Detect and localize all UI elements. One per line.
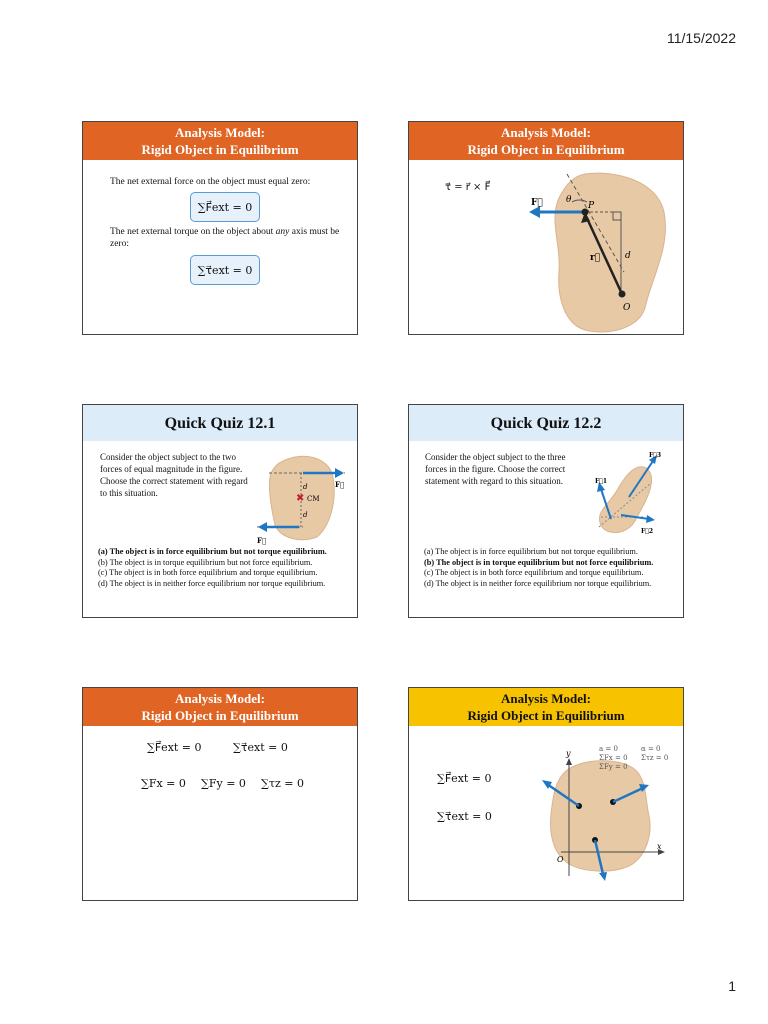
title-line-2: Rigid Object in Equilibrium <box>467 142 625 157</box>
tz-equation: ∑τz = 0 <box>261 777 304 790</box>
label-F-bottom: F⃗ <box>257 536 267 545</box>
torque-statement <box>110 226 345 250</box>
force-arrowhead-2 <box>646 515 655 523</box>
label-theta: θ <box>566 195 572 205</box>
force-equation: ∑F⃗ext = 0 <box>147 741 202 754</box>
label-F-top: F⃗ <box>335 480 345 489</box>
torque-equation: ∑τ⃗ext = 0 <box>233 741 288 754</box>
label-r: r⃗ <box>590 253 601 263</box>
option-c: (c) The object is in both force equilibrium and torque equilibrium. <box>98 568 318 577</box>
slide-5 <box>82 687 358 901</box>
axis-x-label: x <box>657 842 662 851</box>
point-O <box>619 291 626 298</box>
torque-statement-b: axis must be zero: <box>110 227 340 249</box>
option-d: (d) The object is in neither force equilibrium nor torque equilibrium. <box>424 578 652 588</box>
axis-y-label: y <box>566 749 571 758</box>
slide-2 <box>408 121 684 335</box>
title-line-1: Analysis Model: <box>501 125 591 140</box>
slide-1 <box>82 121 358 335</box>
force-equation-text: ∑F⃗ext = 0 <box>197 200 253 214</box>
cond-alpha: α = 0 <box>641 745 661 753</box>
label-d-bottom: d <box>303 511 308 519</box>
slide-4 <box>408 404 684 618</box>
title-line-2: Rigid Object in Equilibrium <box>467 708 625 723</box>
equilibrium-conditions <box>599 745 668 772</box>
page-number: 1 <box>728 978 736 994</box>
option-c: (c) The object is in both force equilibrium and torque equilibrium. <box>424 568 644 577</box>
label-F3: F⃗3 <box>649 452 662 459</box>
label-F2: F⃗2 <box>641 528 654 535</box>
label-F: F⃗ <box>531 198 543 208</box>
quiz-question: Consider the object subject to the two forces of equal magnitude in the figure. Choose the correct statement with regard to this situation. <box>100 452 248 498</box>
torque-equation: ∑τ⃗ext = 0 <box>437 810 492 823</box>
rigid-body-shape <box>551 761 650 871</box>
title-line-1: Analysis Model: <box>175 125 265 140</box>
torque-statement-a: The net external torque on the object about <box>110 227 276 237</box>
cond-tz: Στz = 0 <box>641 754 669 762</box>
fy-equation: ∑Fy = 0 <box>201 777 246 790</box>
slide-title <box>83 122 357 160</box>
torque-equation <box>190 255 260 285</box>
quiz-question: Consider the object subject to the three forces in the figure. Choose the correct statement with regard to this situation. <box>425 452 566 486</box>
option-b: (b) The object is in torque equilibrium but not force equilibrium. <box>98 557 313 567</box>
cond-fy: ΣFy = 0 <box>599 763 628 771</box>
three-forces-figure <box>579 447 679 547</box>
two-forces-figure <box>247 447 357 547</box>
option-a: (a) The object is in force equilibrium but not torque equilibrium. <box>424 547 638 556</box>
force-equation <box>190 192 260 222</box>
torque-cross-product: τ⃗ = r⃗ × F⃗ <box>445 182 491 193</box>
fx-equation: ∑Fx = 0 <box>141 777 186 790</box>
y-axis-arrowhead <box>566 758 572 765</box>
quiz-title: Quick Quiz 12.1 <box>164 414 276 432</box>
title-line-1: Analysis Model: <box>501 691 591 706</box>
force-statement: The net external force on the object must equal zero: <box>110 177 311 187</box>
title-line-2: Rigid Object in Equilibrium <box>141 708 299 723</box>
slide-title <box>409 122 683 160</box>
option-d: (d) The object is in neither force equilibrium nor torque equilibrium. <box>98 578 326 588</box>
label-cm: CM <box>307 495 320 503</box>
slide-title <box>83 405 357 441</box>
slide-title <box>409 688 683 726</box>
cm-marker-icon: ✖ <box>296 493 305 504</box>
option-a: (a) The object is in force equilibrium but not torque equilibrium. <box>98 547 327 556</box>
slide-title <box>409 405 683 441</box>
rigid-body-shape <box>555 173 665 332</box>
cond-a: a = 0 <box>599 745 618 753</box>
cond-fx: ΣFx = 0 <box>599 754 628 762</box>
title-line-2: Rigid Object in Equilibrium <box>141 142 299 157</box>
quiz-options <box>98 547 327 589</box>
label-F1: F⃗1 <box>595 478 608 485</box>
page-date: 11/15/2022 <box>666 30 736 46</box>
torque-statement-em: any <box>275 227 290 237</box>
torque-equation-text: ∑τ⃗ext = 0 <box>197 263 253 277</box>
title-line-1: Analysis Model: <box>175 691 265 706</box>
force-arrowhead-3 <box>599 872 607 881</box>
origin-label: O <box>557 855 564 864</box>
label-d: d <box>625 251 631 261</box>
label-O: O <box>623 303 631 313</box>
label-d-top: d <box>303 483 308 491</box>
slide-3 <box>82 404 358 618</box>
force-equation: ∑F⃗ext = 0 <box>437 772 492 785</box>
force-arrowhead-bottom <box>258 522 267 532</box>
quiz-options <box>424 547 653 589</box>
force-arrowhead-top <box>335 468 344 478</box>
lever-arm-figure <box>409 160 684 335</box>
slide-title <box>83 688 357 726</box>
option-b: (b) The object is in torque equilibrium but not force equilibrium. <box>424 557 654 567</box>
slide-6 <box>408 687 684 901</box>
quiz-title: Quick Quiz 12.2 <box>490 414 602 432</box>
label-P: P <box>588 201 595 211</box>
